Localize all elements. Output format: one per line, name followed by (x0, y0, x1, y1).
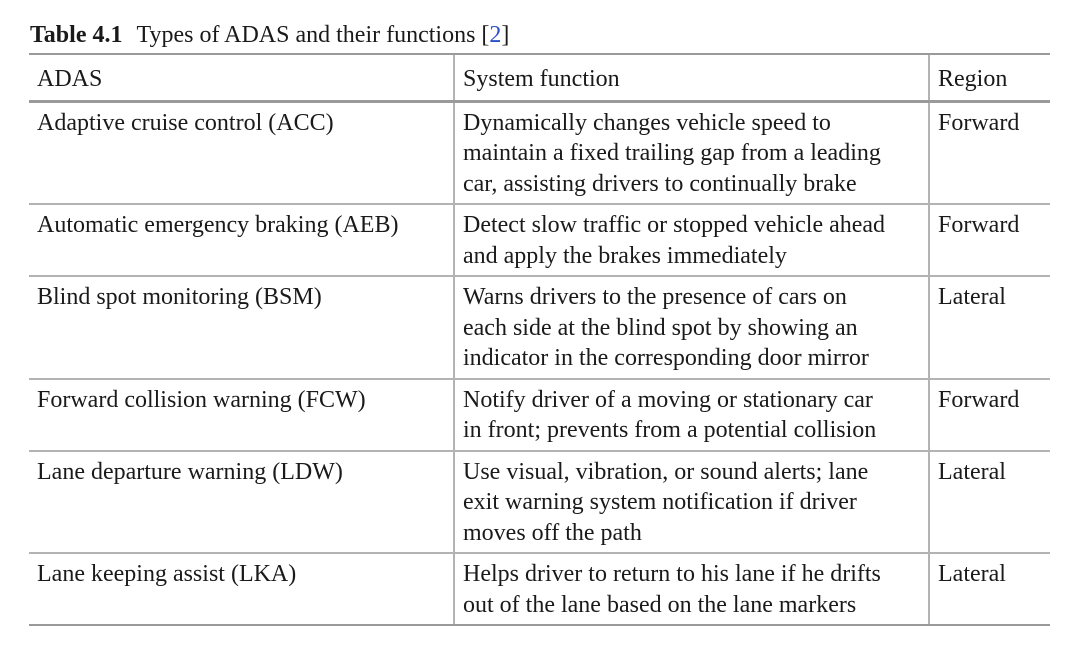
adas-name-cell: Lane departure warning (LDW) (29, 451, 454, 554)
system-function-cell: Warns drivers to the presence of cars on each side at the blind spot by showing an indicator in the corresponding door mirror (454, 276, 929, 379)
adas-table (29, 53, 1050, 626)
region-cell: Forward (929, 379, 1050, 451)
table-row (29, 204, 1050, 276)
region-cell: Lateral (929, 276, 1050, 379)
table-title: Types of ADAS and their functions [ (136, 22, 490, 48)
table-caption (30, 20, 509, 50)
region-cell: Lateral (929, 451, 1050, 554)
region-cell: Lateral (929, 553, 1050, 625)
table-row (29, 276, 1050, 379)
table-row (29, 379, 1050, 451)
table-row (29, 553, 1050, 625)
table-label: Table 4.1 (30, 22, 123, 48)
system-function-cell: Detect slow traffic or stopped vehicle ahead and apply the brakes immediately (454, 204, 929, 276)
table-row (29, 101, 1050, 204)
system-function-cell: Notify driver of a moving or stationary car in front; prevents from a potential collision (454, 379, 929, 451)
column-header-system-function: System function (454, 54, 929, 101)
table-header-row (29, 54, 1050, 101)
table-title-close: ] (501, 22, 510, 48)
system-function-cell: Use visual, vibration, or sound alerts; lane exit warning system notification if driver moves off the path (454, 451, 929, 554)
adas-name-cell: Lane keeping assist (LKA) (29, 553, 454, 625)
region-cell: Forward (929, 204, 1050, 276)
region-cell: Forward (929, 101, 1050, 204)
column-header-region: Region (929, 54, 1050, 101)
adas-name-cell: Blind spot monitoring (BSM) (29, 276, 454, 379)
citation-link[interactable]: 2 (489, 22, 502, 48)
adas-name-cell: Forward collision warning (FCW) (29, 379, 454, 451)
column-header-adas: ADAS (29, 54, 454, 101)
system-function-cell: Helps driver to return to his lane if he drifts out of the lane based on the lane markers (454, 553, 929, 625)
adas-name-cell: Automatic emergency braking (AEB) (29, 204, 454, 276)
system-function-cell: Dynamically changes vehicle speed to maintain a fixed trailing gap from a leading car, assisting drivers to continually brake (454, 101, 929, 204)
table-row (29, 451, 1050, 554)
adas-name-cell: Adaptive cruise control (ACC) (29, 101, 454, 204)
